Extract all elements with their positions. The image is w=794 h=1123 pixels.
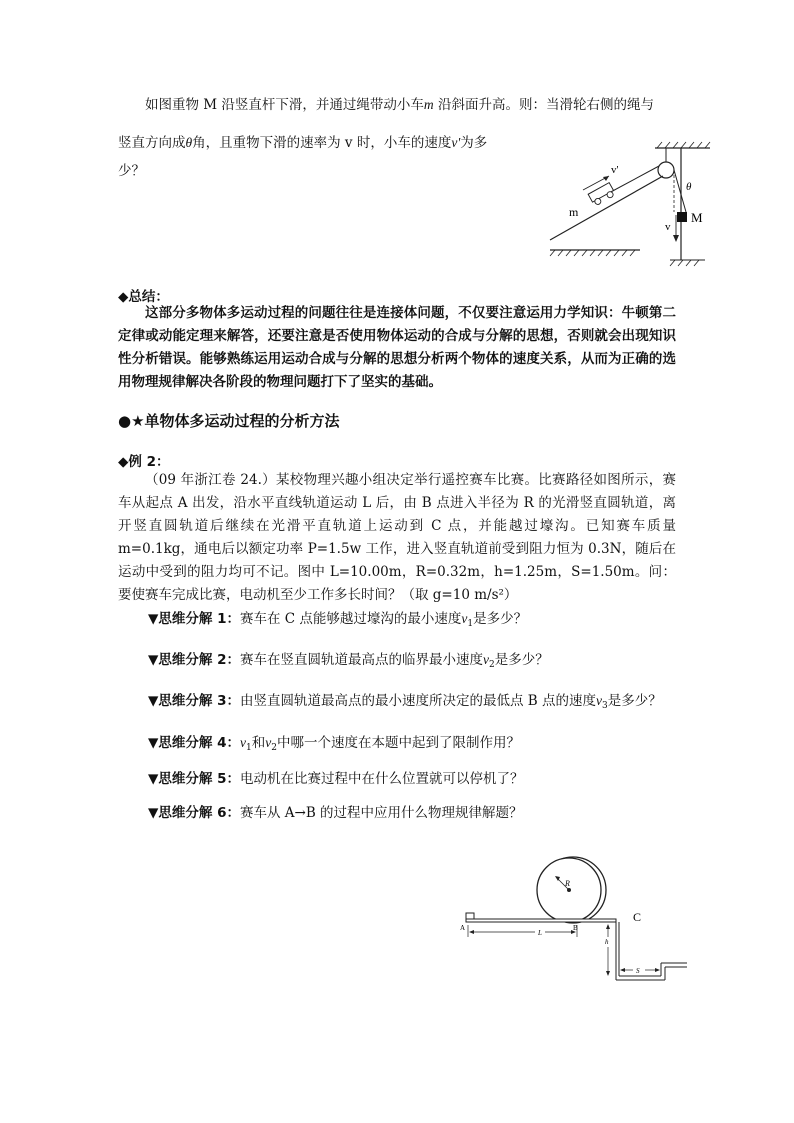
pulley: [658, 162, 674, 178]
v3-symbol: v: [596, 693, 602, 708]
m-symbol: m: [423, 97, 434, 112]
block-M: [677, 212, 687, 222]
v2-symbol: v: [482, 652, 489, 667]
rope-right: [674, 170, 686, 212]
problem1-line3: 少？: [118, 163, 145, 179]
ground-hatch: [550, 250, 635, 256]
step-1: ▼思维分解 1：赛车在 C 点能够越过壕沟的最小速度$v_1$是多少？: [148, 611, 528, 629]
example2-body: （09 年浙江卷 24.）某校物理兴趣小组决定举行遥控赛车比赛。比赛路径如图所示，赛车从起点 A 出发，沿水平直线轨道运动 L 后，由 B 点进入半径为 R 的光滑竖直圆轨道，离开竖直圆轨道后继续在光滑平直轨道上运动到 C 点，并能越过壕沟。已知赛车质量 m=0.1kg，通电后以额定功率 P=1.5w 工作，进入竖直轨道前受到阻力恒为 0.3N，随后在运动中受到的阻力均可不记。图中 L=10.00m，R=0.32m，h=1.25m，S=1.50m。问：要使赛车完成比赛，电动机至少工作多长时间？（取 g=10 m/s²）: [118, 472, 676, 603]
vprime-symbol: v': [451, 135, 461, 150]
cart: [588, 183, 616, 207]
label-A: A: [460, 924, 466, 932]
summary-body: 这部分多物体多运动过程的问题往往是连接体问题，不仅要注意运用力学知识：牛顿第二定律或动能定理来解答，还要注意是否使用物体运动的合成与分解的思想，否则就会出现知识性分析错误。能够熟练运用运动合成与分解的思想分析两个物体的速度关系，从而为正确的选用物理规律解决各阶段的物理问题打下了坚实的基础。: [118, 305, 676, 390]
L-arrowhead-left: [469, 930, 474, 934]
problem1-line2: 竖直方向成θ角，且重物下滑的速率为 v 时，小车的速度v'为多: [118, 135, 488, 151]
section-title: ●★单物体多运动过程的分析方法: [118, 412, 340, 430]
ceiling-hatch: [657, 142, 710, 148]
step-2: ▼思维分解 2：赛车在竖直圆轨道最高点的临界最小速度$v_2$是多少？: [148, 652, 549, 670]
v2-symbol: v: [265, 735, 272, 750]
step-3: ▼思维分解 3：由竖直圆轨道最高点的最小速度所决定的最低点 B 点的速度$v_3$是多少？: [148, 693, 662, 711]
S-arrowhead-right: [655, 968, 660, 972]
rod-base-hatch: [670, 260, 699, 266]
v1-symbol: v: [461, 611, 468, 626]
start-block: [466, 913, 474, 919]
label-M: M: [691, 210, 703, 225]
h-arrowhead-top: [606, 924, 610, 929]
label-theta: θ: [686, 181, 692, 193]
step-6: ▼思维分解 6：赛车从 A→B 的过程中应用什么物理规律解题？: [148, 805, 523, 821]
label-B: B: [573, 924, 578, 932]
example2-heading: ◆例 2：: [118, 454, 170, 470]
h-arrowhead-bottom: [606, 971, 610, 976]
pulley-incline-figure: [545, 140, 735, 270]
label-vprime: v': [611, 164, 619, 176]
label-C: C: [633, 910, 642, 924]
label-v: v: [665, 221, 671, 233]
race-track-figure: [455, 855, 700, 1000]
v1-symbol: v: [239, 735, 246, 750]
label-m: m: [569, 205, 579, 219]
label-S: S: [636, 967, 640, 975]
step-5: ▼思维分解 5：电动机在比赛过程中在什么位置就可以停机了？: [148, 771, 524, 787]
summary-heading: ◆总结：: [118, 289, 169, 305]
v-arrowhead: [673, 235, 679, 242]
problem1-line1: 如图重物 M 沿竖直杆下滑，并通过绳带动小车m 沿斜面升高。则：当滑轮右侧的绳与: [145, 97, 654, 113]
label-R: R: [565, 879, 570, 888]
label-L: L: [538, 929, 542, 937]
flat-track: [466, 919, 616, 922]
label-h: h: [605, 938, 609, 946]
S-arrowhead-left: [620, 968, 625, 972]
theta-symbol: θ: [185, 135, 193, 150]
step-4: ▼思维分解 4：$v_1$和$v_2$中哪一个速度在本题中起到了限制作用？: [148, 735, 520, 753]
